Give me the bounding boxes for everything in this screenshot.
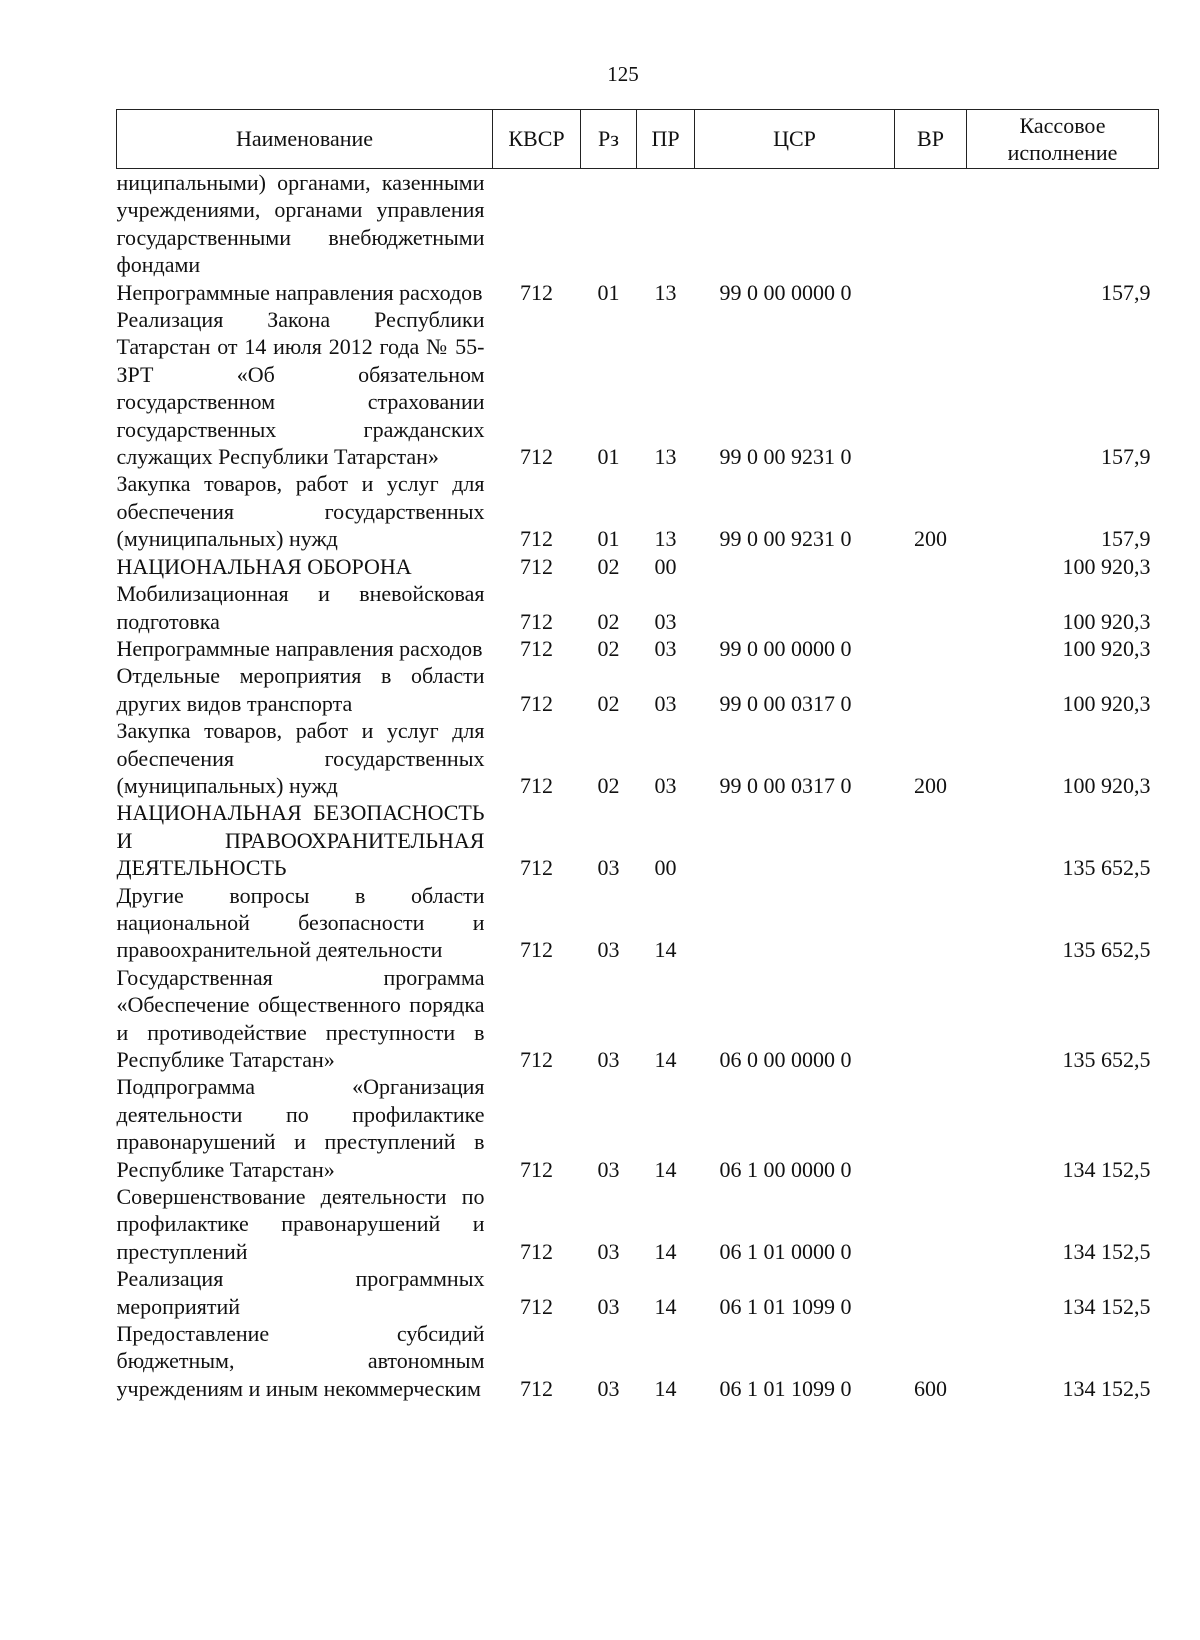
cell-sum: 134 152,5: [1062, 1156, 1151, 1182]
cell-csr: 06 1 01 1099 0: [719, 1375, 852, 1401]
table-header: [117, 110, 1159, 169]
cell-sum: 100 920,3: [1062, 635, 1151, 661]
cell-kvsr: 712: [520, 1047, 553, 1072]
cell-csr: [695, 799, 895, 881]
table-row: [117, 470, 1159, 552]
cell-vr: [895, 964, 967, 1074]
cell-name: Мобилизационная и вневойсковая подготовка: [116, 581, 485, 634]
cell-rz: 03: [597, 855, 620, 881]
cell-sum: 135 652,5: [1062, 937, 1151, 963]
table-row: [117, 1265, 1159, 1320]
cell-sum: 100 920,3: [1062, 553, 1151, 579]
cell-rz: 03: [597, 1293, 620, 1319]
table-row: [117, 279, 1159, 306]
table-row: [117, 1183, 1159, 1265]
cell-sum: 157,9: [1101, 279, 1151, 305]
cell-pr: 14: [654, 1293, 677, 1319]
cell-rz: 03: [597, 1238, 620, 1264]
cell-csr: 99 0 00 0000 0: [719, 635, 852, 661]
cell-name: Закупка товаров, работ и услуг для обеспечения государственных (муниципальных) нужд: [116, 718, 485, 798]
cell-sum: 134 152,5: [1062, 1293, 1151, 1319]
header-sum: Кассовое исполнение: [967, 110, 1159, 169]
cell-vr: [895, 580, 967, 635]
header-pr: ПР: [637, 110, 695, 169]
cell-kvsr: 712: [520, 444, 553, 470]
cell-csr: [695, 882, 895, 964]
cell-rz: 03: [597, 1156, 620, 1182]
cell-rz: 01: [597, 444, 620, 470]
cell-kvsr: 712: [520, 772, 553, 798]
table-row: [117, 169, 1159, 279]
header-kvsr: КВСР: [493, 110, 581, 169]
cell-sum: 100 920,3: [1062, 690, 1151, 716]
cell-kvsr: [493, 169, 581, 279]
cell-vr: [895, 1265, 967, 1320]
table-body: [117, 169, 1159, 1403]
cell-kvsr: 712: [520, 279, 553, 305]
cell-pr: 14: [654, 1156, 677, 1182]
cell-kvsr: 712: [520, 690, 553, 716]
cell-csr: [695, 553, 895, 580]
cell-vr: [895, 306, 967, 470]
cell-vr: [895, 279, 967, 306]
cell-vr: 200: [914, 772, 947, 798]
cell-name: Реализация программных мероприятий: [116, 1266, 485, 1319]
header-name: Наименование: [117, 110, 493, 169]
cell-rz: 03: [597, 937, 620, 963]
cell-sum: 134 152,5: [1062, 1238, 1151, 1264]
cell-name: Государственная программа «Обеспечение общественного порядка и противодействие преступности в Республике Татарстан»: [116, 964, 485, 1072]
cell-csr: 06 0 00 0000 0: [719, 1047, 852, 1072]
cell-name: Непрограммные направления расходов: [116, 635, 483, 661]
cell-csr: 99 0 00 0000 0: [719, 279, 852, 305]
cell-sum: 100 920,3: [1062, 608, 1151, 634]
table-row: [117, 306, 1159, 470]
table-row: [117, 662, 1159, 717]
cell-rz: 03: [597, 1375, 620, 1401]
cell-rz: 01: [597, 279, 620, 305]
cell-csr: 99 0 00 0317 0: [719, 772, 852, 798]
cell-sum: 100 920,3: [1062, 772, 1151, 798]
table-row: [117, 1320, 1159, 1402]
cell-pr: 14: [654, 1047, 677, 1072]
cell-vr: [895, 635, 967, 662]
cell-rz: 02: [597, 772, 620, 798]
cell-pr: 00: [654, 553, 677, 579]
cell-name: Отдельные мероприятия в области других видов транспорта: [116, 663, 485, 716]
cell-sum: 135 652,5: [1062, 1047, 1151, 1072]
cell-kvsr: 712: [520, 1293, 553, 1319]
cell-csr: 06 1 01 0000 0: [719, 1238, 852, 1264]
cell-csr: [695, 580, 895, 635]
cell-name: Подпрограмма «Организация деятельности по профилактике правонарушений и преступлений в Республике Татарстан»: [116, 1074, 485, 1182]
table-row: [117, 1073, 1159, 1183]
header-csr: ЦСР: [695, 110, 895, 169]
cell-sum: 157,9: [1101, 444, 1151, 470]
cell-pr: 13: [654, 279, 677, 305]
cell-pr: 03: [654, 608, 677, 634]
cell-vr: [895, 882, 967, 964]
page-number: 125: [607, 62, 639, 86]
cell-kvsr: 712: [520, 553, 553, 579]
cell-rz: 02: [597, 635, 620, 661]
cell-vr: [895, 553, 967, 580]
cell-csr: [695, 169, 895, 279]
cell-kvsr: 712: [520, 1238, 553, 1264]
cell-csr: 06 1 01 1099 0: [719, 1293, 852, 1319]
cell-sum: 135 652,5: [1062, 855, 1151, 881]
cell-pr: 14: [654, 1238, 677, 1264]
cell-kvsr: 712: [520, 1375, 553, 1401]
table-row: [117, 799, 1159, 881]
table-row: [117, 717, 1159, 799]
cell-pr: 03: [654, 635, 677, 661]
cell-name: Совершенствование деятельности по профилактике правонарушений и преступлений: [116, 1184, 485, 1264]
cell-sum: 134 152,5: [1062, 1375, 1151, 1401]
cell-vr: [895, 799, 967, 881]
cell-vr: [895, 662, 967, 717]
budget-table: [116, 109, 1159, 1402]
header-rz: Рз: [581, 110, 637, 169]
cell-pr: 03: [654, 690, 677, 716]
cell-name: ниципальными) органами, казенными учреждениями, органами управления государственными внебюджетными фондами: [116, 170, 485, 278]
cell-pr: 14: [654, 937, 677, 963]
cell-pr: 03: [654, 772, 677, 798]
table-row: [117, 635, 1159, 662]
cell-kvsr: 712: [520, 526, 553, 552]
cell-sum: 157,9: [1101, 526, 1151, 552]
cell-pr: 00: [654, 855, 677, 881]
cell-kvsr: 712: [520, 635, 553, 661]
cell-name: Закупка товаров, работ и услуг для обеспечения государственных (муниципальных) нужд: [116, 471, 485, 552]
cell-name: НАЦИОНАЛЬНАЯ ОБОРОНА: [116, 553, 412, 579]
cell-rz: 03: [597, 1047, 620, 1072]
table-row: [117, 580, 1159, 635]
cell-csr: 99 0 00 9231 0: [719, 444, 852, 470]
cell-name: Другие вопросы в области национальной безопасности и правоохранительной деятельности: [116, 882, 485, 963]
cell-name: Предоставление субсидий бюджетным, автономным учреждениям и иным некоммерческим: [116, 1321, 485, 1401]
cell-pr: 14: [654, 1375, 677, 1401]
table-row: [117, 553, 1159, 580]
cell-kvsr: 712: [520, 1156, 553, 1182]
table-row: [117, 882, 1159, 964]
cell-name: Непрограммные направления расходов: [116, 279, 483, 305]
cell-rz: 02: [597, 608, 620, 634]
cell-rz: 01: [597, 526, 620, 552]
header-vr: ВР: [895, 110, 967, 169]
cell-rz: 02: [597, 553, 620, 579]
cell-vr: [895, 169, 967, 279]
cell-kvsr: 712: [520, 608, 553, 634]
cell-csr: 06 1 00 0000 0: [719, 1156, 852, 1182]
cell-vr: [895, 1073, 967, 1183]
cell-kvsr: 712: [520, 937, 553, 963]
cell-vr: 200: [914, 526, 947, 552]
cell-pr: 13: [654, 526, 677, 552]
cell-csr: 99 0 00 9231 0: [719, 526, 852, 552]
cell-sum: [967, 169, 1159, 279]
cell-kvsr: 712: [520, 855, 553, 881]
cell-pr: [637, 169, 695, 279]
table-row: [117, 964, 1159, 1074]
cell-name: НАЦИОНАЛЬНАЯ БЕЗОПАСНОСТЬ И ПРАВООХРАНИТЕЛЬНАЯ ДЕЯТЕЛЬНОСТЬ: [116, 800, 485, 881]
cell-pr: 13: [654, 444, 677, 470]
cell-csr: 99 0 00 0317 0: [719, 690, 852, 716]
cell-rz: [581, 169, 637, 279]
cell-vr: [895, 1183, 967, 1265]
cell-rz: 02: [597, 690, 620, 716]
cell-vr: 600: [914, 1375, 947, 1401]
cell-name: Реализация Закона Республики Татарстан от 14 июля 2012 года № 55-ЗРТ «Об обязательном государственном страховании государственных гражданских служащих Республики Татарстан»: [116, 307, 485, 470]
